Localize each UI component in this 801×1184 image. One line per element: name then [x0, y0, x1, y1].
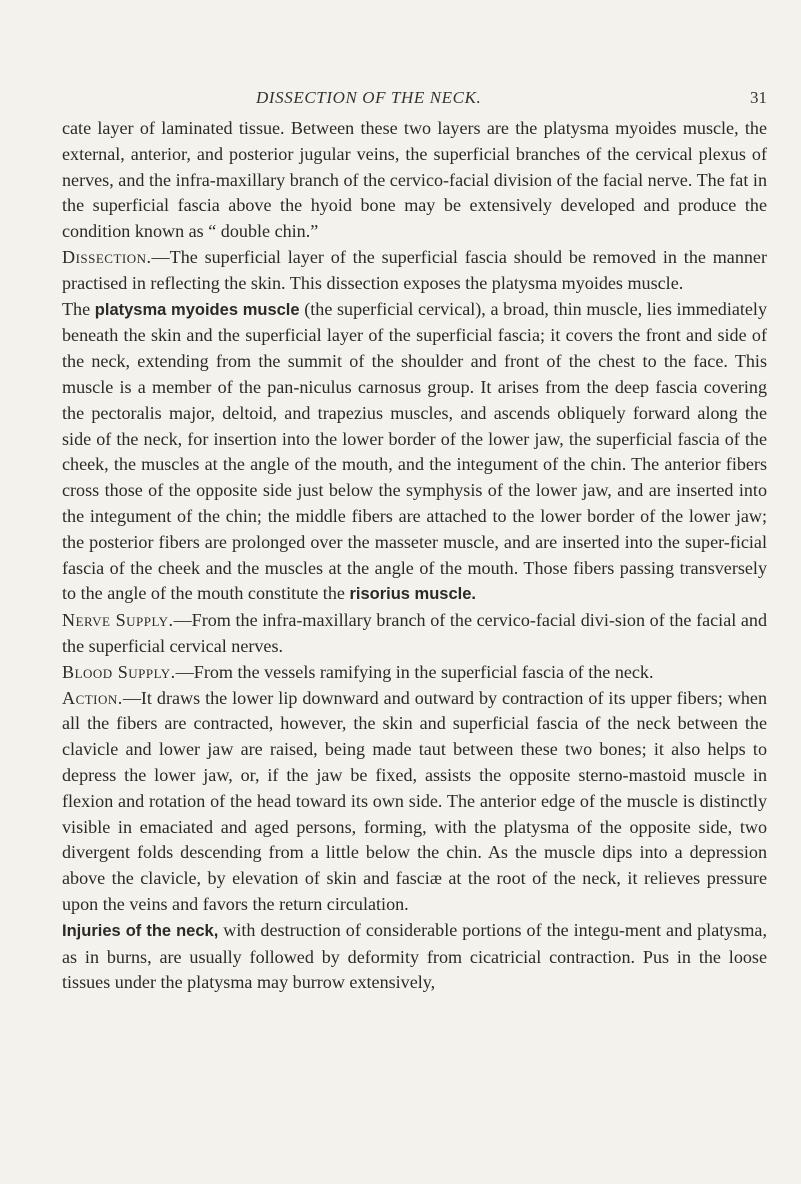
paragraph-dissection: [62, 245, 767, 297]
paragraph-action: [62, 686, 767, 918]
paragraph-text: The: [62, 298, 95, 319]
paragraph-text: with destruction of considerable portions of the integu-ment and platysma, as in burns, are usually followed by deformity from cicatricial contraction. Pus in the loose tissues under the platysma may burrow extensively,: [62, 919, 767, 993]
section-heading-nerve-supply: Nerve Supply.: [62, 610, 174, 631]
paragraph-text: —From the infra-maxillary branch of the cervico-facial divi-sion of the facial and the superficial cervical nerves.: [62, 610, 767, 656]
paragraph-blood-supply: [62, 660, 767, 686]
term-platysma-myoides: platysma myoides muscle: [94, 300, 300, 319]
section-heading-blood-supply: Blood Supply.: [62, 661, 176, 682]
body-text: [62, 116, 767, 996]
paragraph-continuation: [62, 116, 767, 245]
section-heading-action: Action.: [62, 687, 123, 708]
term-risorius-muscle: risorius muscle.: [349, 585, 476, 604]
paragraph-text: (the superficial cervical), a broad, thin muscle, lies immediately beneath the skin and the superficial layer of the superficial fascia; it covers the front and side of the neck, extending from the summit of the shoulder and front of the chest to the face. This muscle is a member of the pan-niculus carnosus group. It arises from the deep fascia covering the pectoralis major, deltoid, and trapezius muscles, and ascends obliquely forward along the side of the neck, for insertion into the lower border of the lower jaw, the superficial fascia of the cheek, the muscles at the angle of the mouth, and the integument of the chin. The anterior fibers cross those of the opposite side just below the symphysis of the lower jaw, and are inserted into the integument of the chin; the middle fibers are attached to the lower border of the lower jaw; the posterior fibers are prolonged over the masseter muscle, and are inserted into the super-ficial fascia of the cheek and the muscles at the angle of the mouth. Those fibers passing transversely to the angle of the mouth constitute the: [62, 298, 768, 604]
paragraph-text: —The superficial layer of the superficial fascia should be removed in the manner practised in reflecting the skin. This dissection exposes the platysma myoides muscle.: [62, 246, 767, 293]
section-heading-dissection: Dissection.: [62, 246, 152, 267]
paragraph-platysma: [62, 297, 767, 609]
paragraph-nerve-supply: [62, 608, 767, 660]
paragraph-text: —It draws the lower lip downward and outward by contraction of its upper fibers; when all the fibers are contracted, however, the skin and superficial fascia of the neck between the clavicle and lower jaw are raised, being made taut between these two bones; it also helps to depress the lower jaw, or, if the jaw be fixed, assists the opposite sterno-mastoid muscle in flexion and rotation of the head toward its own side. The anterior edge of the muscle is distinctly visible in emaciated and aged persons, forming, with the platysma of the opposite side, two divergent folds descending from a little below the chin. As the muscle dips into a depression above the clavicle, by elevation of skin and fasciæ at the root of the neck, it relieves pressure upon the veins and favors the return circulation.: [62, 687, 767, 914]
paragraph-text: —From the vessels ramifying in the superficial fascia of the neck.: [175, 661, 654, 682]
running-head: [0, 88, 801, 112]
page-number: 31: [750, 88, 767, 107]
running-title: DISSECTION OF THE NECK.: [256, 88, 482, 107]
term-injuries-of-the-neck: Injuries of the neck,: [62, 921, 219, 940]
paragraph-injuries: [62, 918, 767, 996]
paragraph-text: cate layer of laminated tissue. Between these two layers are the platysma myoides muscle, the external, anterior, and posterior jugular veins, the superficial branches of the cervical plexus of nerves, and the infra-maxillary branch of the cervico-facial division of the facial nerve. The fat in the superficial fascia above the hyoid bone may be extensively developed and produce the condition known as “ double chin.”: [62, 118, 767, 242]
